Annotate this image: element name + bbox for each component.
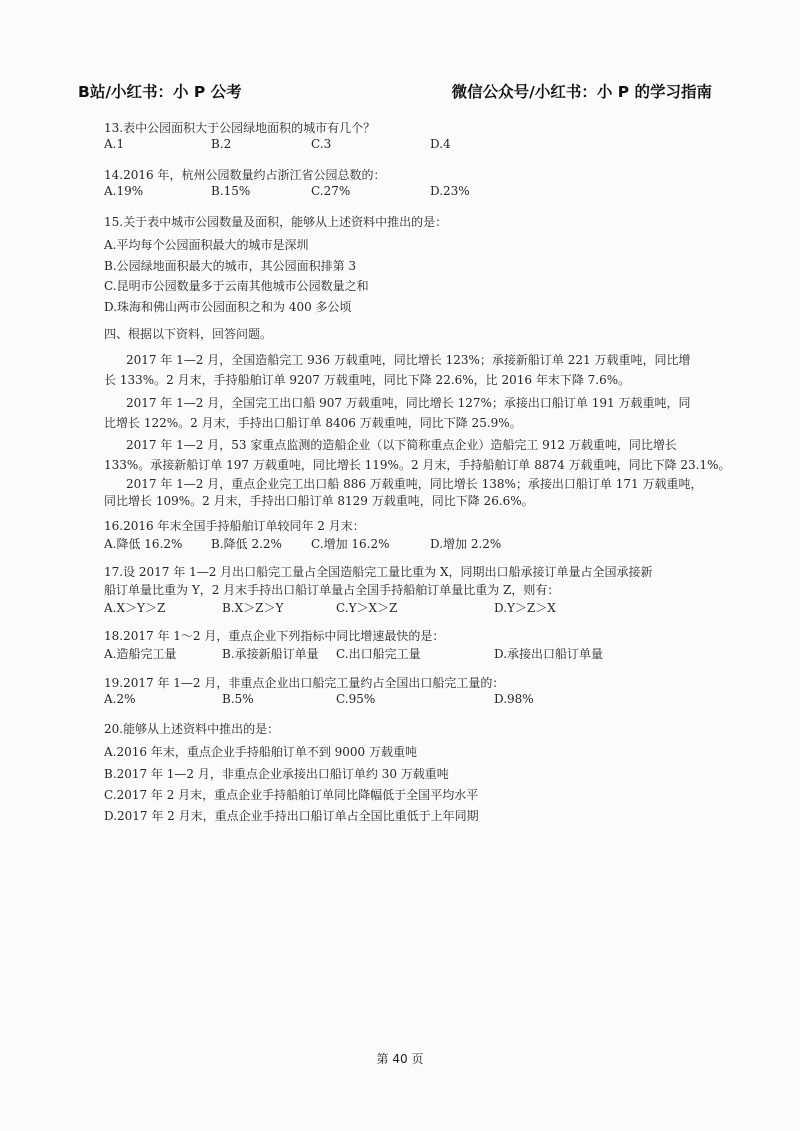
q13-option-a: A.1 bbox=[104, 137, 125, 151]
q15-option-c: C.昆明市公园数量多于云南其他城市公园数量之和 bbox=[104, 279, 369, 293]
q14-option-d: D.23% bbox=[430, 184, 470, 198]
q18-stem: 18.2017 年 1～2 月，重点企业下列指标中同比增速最快的是： bbox=[104, 629, 445, 643]
q20-option-d: D.2017 年 2 月末，重点企业手持出口船订单占全国比重低于上年同期 bbox=[104, 809, 479, 823]
q13-option-d: D.4 bbox=[430, 137, 451, 151]
q16-option-a: A.降低 16.2% bbox=[104, 537, 183, 551]
q15-stem: 15.关于表中城市公园数量及面积，能够从上述资料中推出的是： bbox=[104, 215, 448, 229]
q19-option-b: B.5% bbox=[222, 692, 254, 706]
material-p3-line1: 2017 年 1—2 月，53 家重点监测的造船企业（以下简称重点企业）造船完工 912 万载重吨，同比增长 bbox=[126, 438, 677, 452]
q17-option-a: A.X＞Y＞Z bbox=[104, 601, 166, 615]
material-p4-line1: 2017 年 1—2 月，重点企业完工出口船 886 万载重吨，同比增长 138%；承接出口船订单 171 万载重吨， bbox=[126, 477, 703, 491]
q13-stem: 13.表中公园面积大于公园绿地面积的城市有几个？ bbox=[104, 121, 376, 135]
page-number: 第 40 页 bbox=[376, 1052, 424, 1066]
q19-option-c: C.95% bbox=[336, 692, 376, 706]
q17-stem-line2: 船订单量比重为 Y，2 月末手持出口船订单量占全国手持船舶订单量比重为 Z，则有： bbox=[104, 583, 560, 597]
q16-option-d: D.增加 2.2% bbox=[430, 537, 502, 551]
q19-option-d: D.98% bbox=[494, 692, 534, 706]
material-p2-line2: 比增长 122%。2 月末，手持出口船订单 8406 万载重吨，同比下降 25.9%。 bbox=[104, 416, 522, 430]
q14-option-c: C.27% bbox=[311, 184, 351, 198]
q14-option-b: B.15% bbox=[211, 184, 251, 198]
q20-option-c: C.2017 年 2 月末，重点企业手持船舶订单同比降幅低于全国平均水平 bbox=[104, 788, 479, 802]
q14-option-a: A.19% bbox=[104, 184, 144, 198]
q17-stem-line1: 17.设 2017 年 1—2 月出口船完工量占全国造船完工量比重为 X，同期出口船承接订单量占全国承接新 bbox=[104, 565, 653, 579]
q20-option-a: A.2016 年末，重点企业手持船舶订单不到 9000 万载重吨 bbox=[104, 745, 418, 759]
q20-option-b: B.2017 年 1—2 月，非重点企业承接出口船订单约 30 万载重吨 bbox=[104, 767, 449, 781]
material-p1-line2: 长 133%。2 月末，手持船舶订单 9207 万载重吨，同比下降 22.6%，比 2016 年末下降 7.6%。 bbox=[104, 373, 631, 387]
section-title: 四、根据以下资料，回答问题。 bbox=[104, 327, 273, 341]
q17-option-b: B.X＞Z＞Y bbox=[222, 601, 284, 615]
q17-option-c: C.Y＞X＞Z bbox=[336, 601, 398, 615]
q17-option-d: D.Y＞Z＞X bbox=[494, 601, 556, 615]
q13-option-b: B.2 bbox=[211, 137, 232, 151]
q16-option-b: B.降低 2.2% bbox=[211, 537, 282, 551]
q13-option-c: C.3 bbox=[311, 137, 332, 151]
q18-option-d: D.承接出口船订单量 bbox=[494, 647, 604, 661]
material-p4-line2: 同比增长 109%。2 月末，手持出口船订单 8129 万载重吨，同比下降 26.6%。 bbox=[104, 494, 534, 508]
q19-stem: 19.2017 年 1—2 月，非重点企业出口船完工量约占全国出口船完工量的： bbox=[104, 676, 505, 690]
q15-option-b: B.公园绿地面积最大的城市，其公园面积排第 3 bbox=[104, 259, 357, 273]
q19-option-a: A.2% bbox=[104, 692, 136, 706]
q14-stem: 14.2016 年，杭州公园数量约占浙江省公园总数的： bbox=[104, 168, 386, 182]
q18-option-c: C.出口船完工量 bbox=[336, 647, 421, 661]
q15-option-a: A.平均每个公园面积最大的城市是深圳 bbox=[104, 238, 309, 252]
q15-option-d: D.珠海和佛山两市公园面积之和为 400 多公顷 bbox=[104, 300, 352, 314]
q16-stem: 16.2016 年末全国手持船舶订单较同年 2 月末： bbox=[104, 519, 365, 533]
q18-option-a: A.造船完工量 bbox=[104, 647, 177, 661]
header-left: B站/小红书：小 P 公考 bbox=[78, 83, 242, 101]
q20-stem: 20.能够从上述资料中推出的是： bbox=[104, 722, 280, 736]
material-p3-line2: 133%。承接新船订单 197 万载重吨，同比增长 119%。2 月末，手持船舶订单 8874 万载重吨，同比下降 23.1%。 bbox=[104, 458, 731, 472]
material-p1-line1: 2017 年 1—2 月，全国造船完工 936 万载重吨，同比增长 123%；承接新船订单 221 万载重吨，同比增 bbox=[126, 353, 691, 367]
header-right: 微信公众号/小红书：小 P 的学习指南 bbox=[451, 83, 712, 101]
q16-option-c: C.增加 16.2% bbox=[311, 537, 390, 551]
material-p2-line1: 2017 年 1—2 月，全国完工出口船 907 万载重吨，同比增长 127%；承接出口船订单 191 万载重吨，同 bbox=[126, 396, 691, 410]
q18-option-b: B.承接新船订单量 bbox=[222, 647, 319, 661]
